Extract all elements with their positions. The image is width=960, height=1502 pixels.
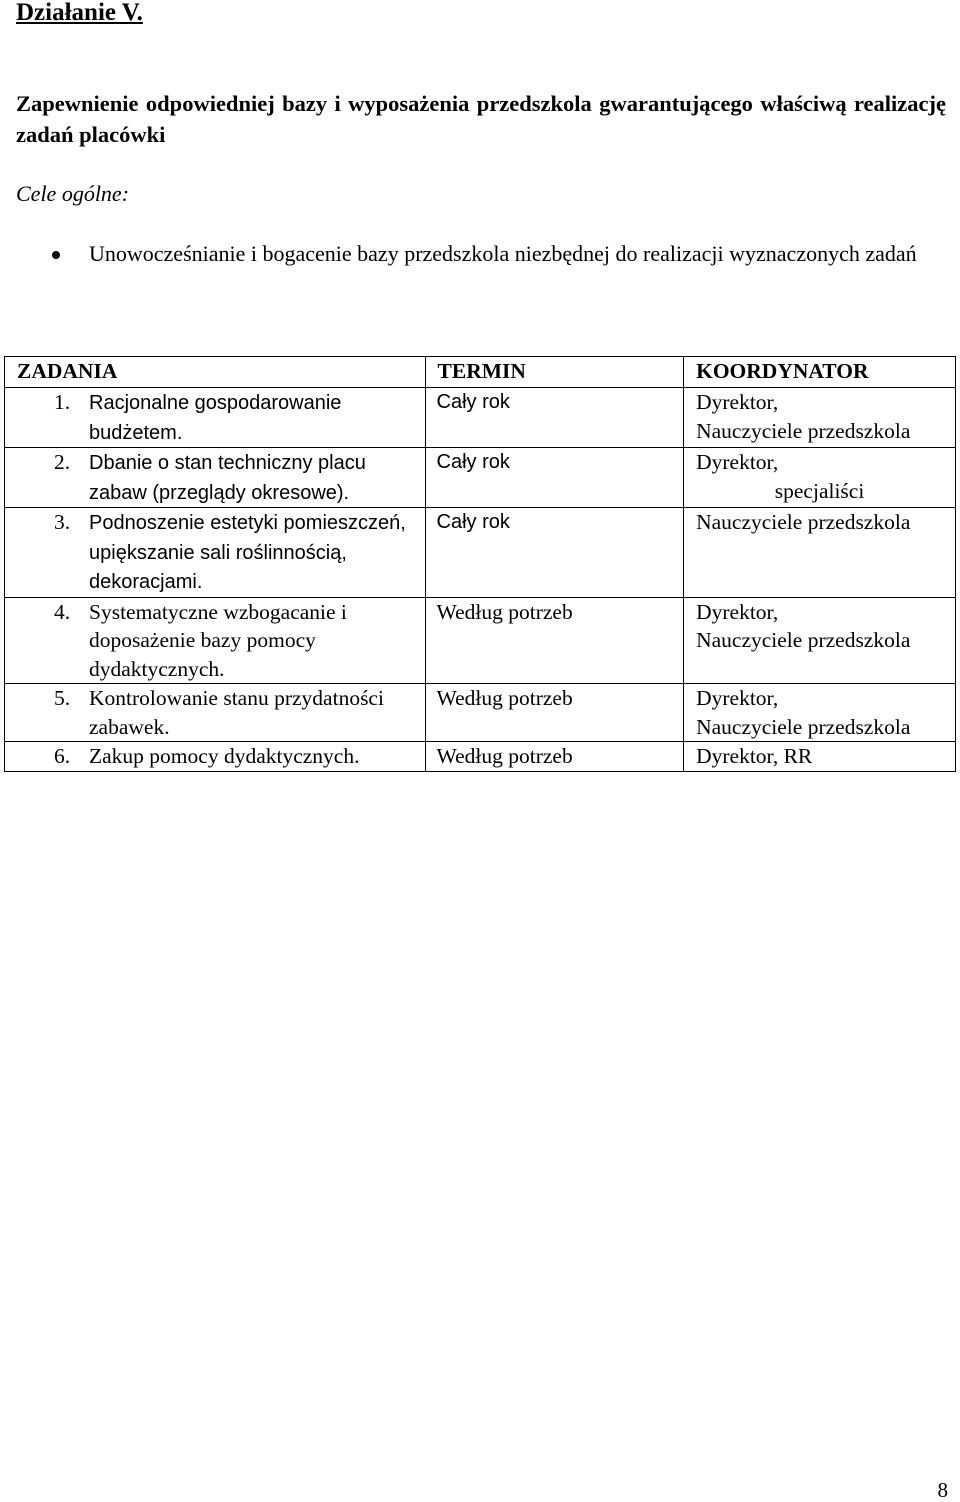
task-cell [5,508,426,598]
coordinator-line: Nauczyciele przedszkola [696,628,911,652]
table-row [5,684,956,742]
coordinator-line: Dyrektor, [696,390,779,414]
coordinator-line: Nauczyciele przedszkola [696,510,911,534]
coordinator-line: Nauczyciele przedszkola [696,418,911,443]
task-cell [5,388,426,448]
table-row [5,508,956,598]
task-text: Racjonalne gospodarowanie budżetem. [89,392,342,444]
task-number: 2. [54,450,71,474]
table-header-row [5,357,956,388]
term-cell: Cały rok [425,508,684,598]
task-cell [5,684,426,742]
goals-label: Cele ogólne: [16,181,130,206]
table-row [5,742,956,772]
header-term: TERMIN [425,357,684,388]
table-row [5,448,956,508]
task-text: Podnoszenie estetyki pomieszczeń, upiększanie sali roślinnością, dekoracjami. [89,512,406,593]
page-number: 8 [937,1478,948,1502]
coordinator-line: Dyrektor, [696,450,779,474]
coordinator-cell [684,388,956,448]
tasks-table [4,356,956,772]
task-number: 3. [54,510,71,534]
task-cell [5,742,426,772]
coordinator-cell [684,742,956,772]
term-cell: Według potrzeb [425,597,684,684]
term-cell: Cały rok [425,448,684,508]
section-subtitle: Zapewnienie odpowiedniej bazy i wyposażenia przedszkola gwarantującego właściwą realizację zadań placówki [16,91,946,147]
coordinator-line: Nauczyciele przedszkola [696,714,911,739]
section-heading: Działanie V. [16,0,143,26]
task-text: Systematyczne wzbogacanie i doposażenie bazy pomocy dydaktycznych. [89,599,347,681]
table-row [5,597,956,684]
header-coordinator: KOORDYNATOR [684,357,956,388]
coordinator-line: Dyrektor, [696,599,779,624]
task-number: 1. [54,390,71,414]
term-cell: Według potrzeb [425,684,684,742]
goals-list [52,240,946,268]
term-cell: Cały rok [425,388,684,448]
coordinator-cell [684,508,956,598]
task-cell [5,597,426,684]
header-tasks: ZADANIA [5,357,426,388]
table-row [5,388,956,448]
coordinator-line: Dyrektor, RR [696,744,813,768]
task-text: Kontrolowanie stanu przydatności zabawek. [89,686,384,739]
coordinator-cell [684,684,956,742]
goal-text: Unowocześnianie i bogacenie bazy przedszkola niezbędnej do realizacji wyznaczonych zadań [89,241,917,266]
task-text: Dbanie o stan techniczny placu zabaw (przeglądy okresowe). [89,452,366,504]
coordinator-line: specjaliści [774,478,865,503]
task-number: 6. [54,744,71,768]
task-cell [5,448,426,508]
goal-item [52,240,946,268]
bullet-icon [52,251,60,259]
coordinator-line: Dyrektor, [696,686,779,710]
coordinator-cell [684,448,956,508]
task-text: Zakup pomocy dydaktycznych. [89,744,360,768]
coordinator-cell [684,597,956,684]
task-number: 5. [54,686,71,710]
task-number: 4. [54,599,71,624]
term-cell: Według potrzeb [425,742,684,772]
